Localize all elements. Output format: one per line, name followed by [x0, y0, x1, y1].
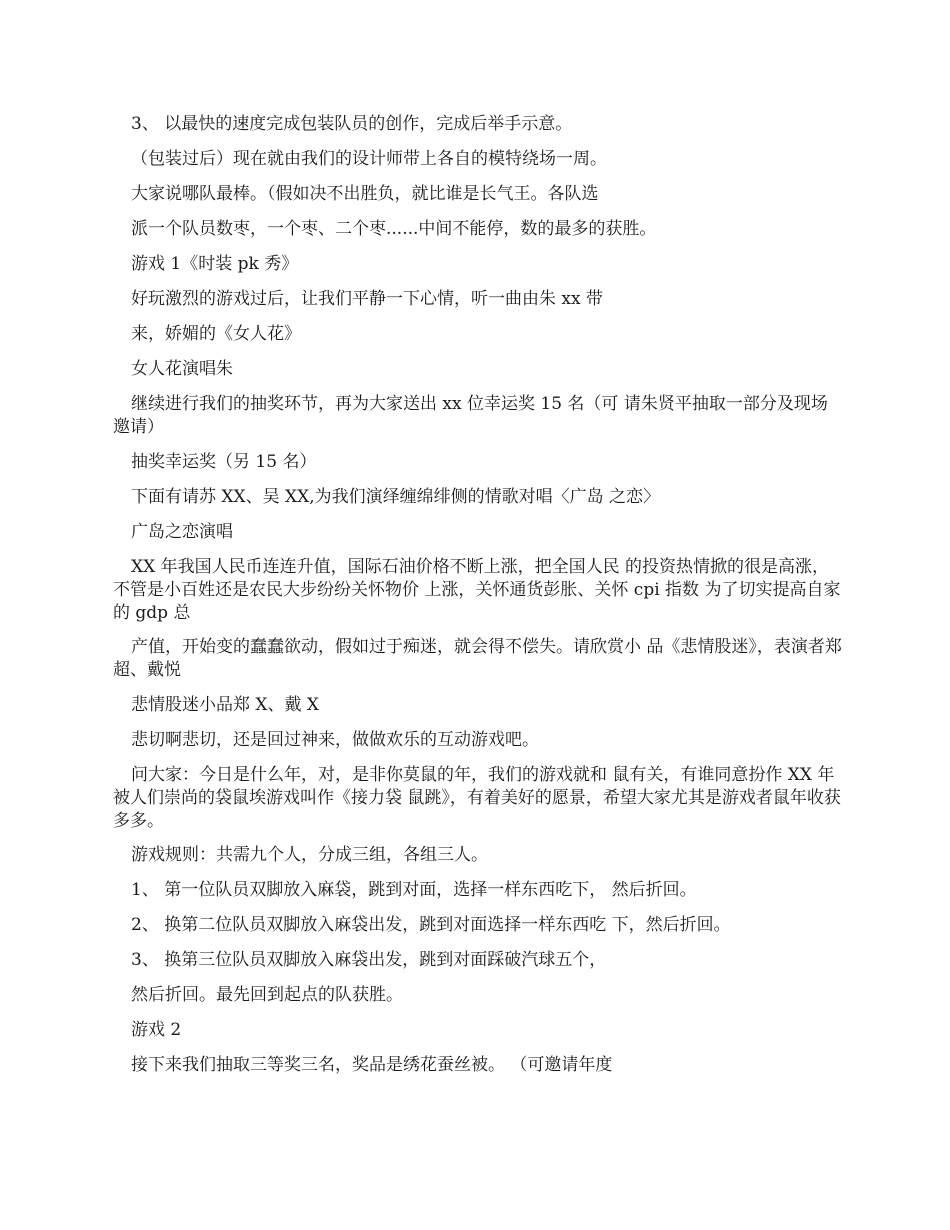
paragraph-4: 派一个队员数枣，一个枣、二个枣......中间不能停，数的最多的获胜。: [131, 219, 657, 239]
paragraph-19: 1、 第一位队员双脚放入麻袋，跳到对面，选择一样东西吃下， 然后折回。: [131, 880, 697, 900]
paragraph-22: 然后折回。最先回到起点的队获胜。: [131, 985, 403, 1005]
paragraph-13: XX 年我国人民币连连升值，国际石油价格不断上涨，把全国人民 的投资热情掀的很是高涨，不管是小百姓还是农民大步纷纷关怀物价 上涨，关怀通货彭胀、关怀 cpi 指数 为了切实提高自家的 gdp 总: [113, 557, 841, 623]
paragraph-16: 悲切啊悲切，还是回过神来，做做欢乐的互动游戏吧。: [131, 730, 539, 750]
paragraph-10: 抽奖幸运奖（另 15 名）: [131, 452, 317, 472]
paragraph-15: 悲情股迷小品郑 X、戴 X: [131, 695, 320, 715]
paragraph-6: 好玩激烈的游戏过后，让我们平静一下心情，听一曲由朱 xx 带: [131, 289, 603, 309]
paragraph-8: 女人花演唱朱: [131, 359, 233, 379]
paragraph-14: 产值，开始变的蠢蠢欲动，假如过于痴迷，就会得不偿失。请欣赏小 品《悲情股迷》，表演者郑超、戴悦: [113, 637, 842, 680]
paragraph-3: 大家说哪队最棒。（假如决不出胜负，就比谁是长气王。各队选: [131, 184, 599, 204]
paragraph-1: 3、 以最快的速度完成包装队员的创作，完成后举手示意。: [131, 114, 573, 134]
paragraph-12: 广岛之恋演唱: [131, 522, 233, 542]
paragraph-17: 问大家：今日是什么年，对，是非你莫鼠的年，我们的游戏就和 鼠有关，有谁同意扮作 XX 年被人们崇尚的袋鼠埃游戏叫作《接力袋 鼠跳》，有着美好的愿景，希望大家尤其是游戏者鼠年收获多多。: [113, 765, 841, 831]
paragraph-11: 下面有请苏 XX、吴 XX,为我们演绎缠绵绯侧的情歌对唱〈广岛 之恋〉: [131, 487, 661, 507]
paragraph-18: 游戏规则：共需九个人，分成三组，各组三人。: [131, 845, 488, 865]
paragraph-21: 3、 换第三位队员双脚放入麻袋出发，跳到对面踩破汽球五个，: [131, 950, 607, 970]
paragraph-5: 游戏 1《时装 pk 秀》: [131, 254, 299, 274]
paragraph-24: 接下来我们抽取三等奖三名，奖品是绣花蚕丝被。 （可邀请年度: [131, 1055, 613, 1075]
paragraph-7: 来，娇媚的《女人花》: [131, 324, 301, 344]
paragraph-23: 游戏 2: [131, 1020, 182, 1040]
paragraph-2: （包装过后）现在就由我们的设计师带上各自的模特绕场一周。: [131, 149, 607, 169]
paragraph-9: 继续进行我们的抽奖环节，再为大家送出 xx 位幸运奖 15 名（可 请朱贤平抽取一部分及现场邀请）: [113, 394, 828, 437]
paragraph-20: 2、 换第二位队员双脚放入麻袋出发，跳到对面选择一样东西吃 下，然后折回。: [131, 915, 731, 935]
